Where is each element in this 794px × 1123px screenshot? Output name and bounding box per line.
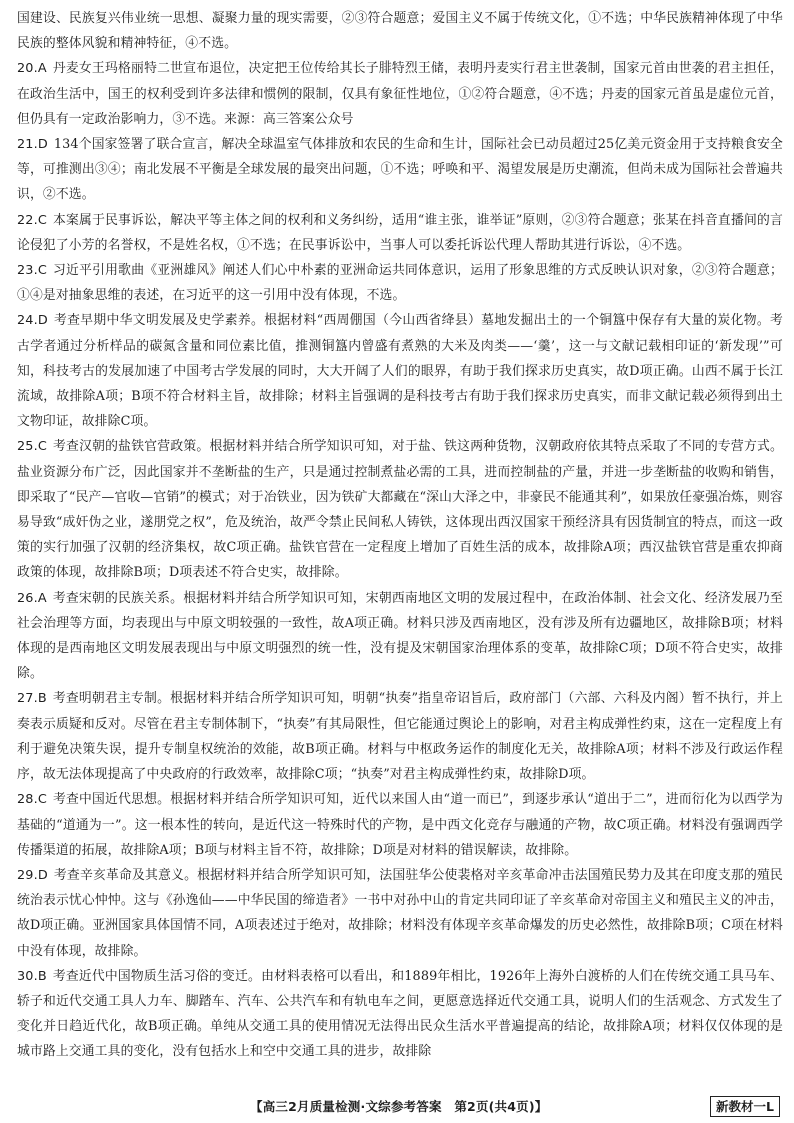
answer-item-24 <box>17 308 783 434</box>
item-answer: B <box>37 968 47 984</box>
item-explanation: 习近平引用歌曲《亚洲雄风》阐述人们心中朴素的亚洲命运共同体意识，运用了形象思维的方式反映认识对象，②③符合题意；①④是对抽象思维的表述，在习近平的这一引用中没有体现，不选。 <box>17 263 783 304</box>
item-explanation: 考查中国近代思想。根据材料并结合所学知识可知，近代以来国人由“道一而已”，到逐步承认“道出于二”，进而衍化为以西学为基础的“道通为一”。这一根本性的转向，是近代这一特殊时代的产物，是中西文化竞存与融通的产物，故C项正确。材料没有强调西学传播渠道的拓展，故排除A项；B项与材料主旨不符，故排除；D项是对材料的错误解读，故排除。 <box>17 792 783 858</box>
item-explanation: 考查早期中华文明发展及史学素养。根据材料“西周倗国（今山西省绛县）墓地发掘出土的一个铜簋中保存有大量的炭化物。考古学者通过分析样品的碳氮含量和同位素比值，推测铜簋内曾盛有煮熟的大米及肉类——‘羹’，这一与文献记载相印证的‘新发现’”可知，科技考古的发展加速了中国考古学发展的同时，大大开阔了人们的眼界，有助于我们探求历史真实，故D项正确。山西不属于长江流域，故排除A项；B项不符合材料主旨，故排除；材料主旨强调的是科技考古有助于我们探求历史真实，而非文献记载必须得到出土文物印证，故排除C项。 <box>17 313 783 430</box>
intro-paragraph: 国建设、民族复兴伟业统一思想、凝聚力量的现实需要，②③符合题意；爱国主义不属于传统文化，①不选；中华民族精神体现了中华民族的整体风貌和精神特征，④不选。 <box>17 11 783 52</box>
item-explanation: 考查宋朝的民族关系。根据材料并结合所学知识可知，宋朝西南地区文明的发展过程中，在政治体制、社会文化、经济发展乃至社会治理等方面，均表现出与中原文明较强的一致性，故A项正确。材料只涉及西南地区，没有涉及所有边疆地区，故排除B项；材料体现的是西南地区文明发展表现出与中原文明强烈的统一性，没有提及宋朝国家治理体系的变革，故排除C项；D项不符合史实，故排除。 <box>17 590 783 682</box>
page-footer <box>0 1097 794 1117</box>
item-explanation: 考查汉朝的盐铁官营政策。根据材料并结合所学知识可知，对于盐、铁这两种货物，汉朝政府依其特点采取了不同的专营方式。盐业资源分布广泛，因此国家并不垄断盐的生产，只是通过控制煮盐必需的工具，进而控制盐的产量，并进一步垄断盐的收购和销售，即采取了“民产—官收—官销”的模式；对于冶铁业，因为铁矿大都藏在“深山大泽之中，非豪民不能通其利”，如果放任豪强冶炼，则容易导致“成奸伪之业，遂朋党之权”，危及统治，故严令禁止民间私人铸铁，这体现出西汉国家干预经济具有因货制宜的特点，而这一政策的实行加强了汉朝的经济集权，故C项正确。盐铁官营在一定程度上增加了百姓生活的成本，故排除A项；西汉盐铁官营是重农抑商政策的体现，故排除B项；D项表述不符合史实，故排除。 <box>17 439 783 581</box>
item-answer: B <box>37 691 47 707</box>
answer-item-23 <box>17 258 783 308</box>
answer-item-25 <box>17 434 783 585</box>
answer-item-21 <box>17 132 783 208</box>
item-number: 26. <box>17 590 38 606</box>
answer-item-27 <box>17 686 783 787</box>
item-number: 21. <box>17 137 38 153</box>
item-answer: A <box>37 590 47 606</box>
answer-item-28 <box>17 787 783 863</box>
item-answer: D <box>37 867 48 883</box>
item-answer: C <box>37 263 47 279</box>
edition-badge: 新教材一L <box>710 1096 780 1117</box>
item-explanation: 本案属于民事诉讼，解决平等主体之间的权利和义务纠纷，适用“谁主张，谁举证”原则，②③符合题意；张某在抖音直播间的言论侵犯了小芳的名誉权，不是姓名权，①不选；在民事诉讼中，当事人可以委托诉讼代理人帮助其进行诉讼，④不选。 <box>17 212 783 253</box>
item-number: 22. <box>17 212 38 228</box>
item-number: 29. <box>17 867 38 883</box>
answer-text-body <box>17 6 783 1065</box>
item-number: 20. <box>17 61 38 77</box>
item-answer: D <box>37 313 48 329</box>
item-answer: A <box>37 61 47 77</box>
item-answer: C <box>37 439 47 455</box>
item-number: 23. <box>17 263 38 279</box>
item-number: 30. <box>17 968 38 984</box>
item-number: 28. <box>17 792 38 808</box>
answer-item-26 <box>17 586 783 687</box>
item-answer: C <box>37 792 47 808</box>
item-explanation: 丹麦女王玛格丽特二世宣布退位，决定把王位传给其长子腓特烈王储，表明丹麦实行君主世袭制，国家元首由世袭的君主担任，在政治生活中，国王的权利受到许多法律和惯例的限制，仅具有象征性地位，①②符合题意，④不选；丹麦的国家元首虽是虚位元首，但仍具有一定政治影响力，③不选。来源：高三答案公众号 <box>17 61 783 127</box>
answer-item-20 <box>17 56 783 132</box>
item-explanation: 考查近代中国物质生活习俗的变迁。由材料表格可以看出，和1889年相比，1926年上海外白渡桥的人们在传统交通工具马车、轿子和近代交通工具人力车、脚踏车、汽车、公共汽车和有轨电车之间，更愿意选择近代交通工具，说明人们的生活观念、方式发生了变化并日趋近代化，故B项正确。单纯从交通工具的使用情况无法得出民众生活水平普遍提高的结论，故排除A项；材料仅仅体现的是城市路上交通工具的变化，没有包括水上和空中交通工具的进步，故排除 <box>17 968 783 1060</box>
item-explanation: 考查明朝君主专制。根据材料并结合所学知识可知，明朝“执奏”指皇帝诏旨后，政府部门（六部、六科及内阁）暂不执行，并上奏表示质疑和反对。尽管在君主专制体制下，“执奏”有其局限性，但它能通过舆论上的影响，对君主构成弹性约束，这在一定程度上有利于避免决策失误，提升专制皇权统治的效能，故B项正确。材料与中枢政务运作的制度化无关，故排除A项；材料不涉及行政运作程序，故无法体现提高了中央政府的行政效率，故排除C项；“执奏”对君主构成弹性约束，故排除D项。 <box>17 691 783 783</box>
item-answer: C <box>37 212 47 228</box>
item-answer: D <box>37 137 48 153</box>
item-number: 27. <box>17 691 38 707</box>
item-explanation: 134个国家签署了联合宣言，解决全球温室气体排放和农民的生命和生计，国际社会已动员超过25亿美元资金用于支持粮食安全等，可推测出③④；南北发展不平衡是全球发展的最突出问题，①不选；呼唤和平、渴望发展是历史潮流，但尚未成为国际社会普遍共识，②不选。 <box>17 137 783 203</box>
answer-item-29 <box>17 863 783 964</box>
footer-title: 【高三2月质量检测·文综参考答案 第2页(共4页)】 <box>250 1099 548 1114</box>
item-number: 24. <box>17 313 38 329</box>
answer-item-22 <box>17 208 783 258</box>
item-number: 25. <box>17 439 38 455</box>
item-explanation: 考查辛亥革命及其意义。根据材料并结合所学知识可知，法国驻华公使裴格对辛亥革命冲击法国殖民势力及其在印度支那的殖民统治表示忧心忡忡。这与《孙逸仙——中华民国的缔造者》一书中对孙中山的肯定共同印证了辛亥革命对帝国主义和殖民主义的冲击，故D项正确。亚洲国家具体国情不同，A项表述过于绝对，故排除；材料没有体现辛亥革命爆发的历史必然性，故排除B项；C项在材料中没有体现，故排除。 <box>17 867 783 959</box>
answer-item-30 <box>17 964 783 1065</box>
